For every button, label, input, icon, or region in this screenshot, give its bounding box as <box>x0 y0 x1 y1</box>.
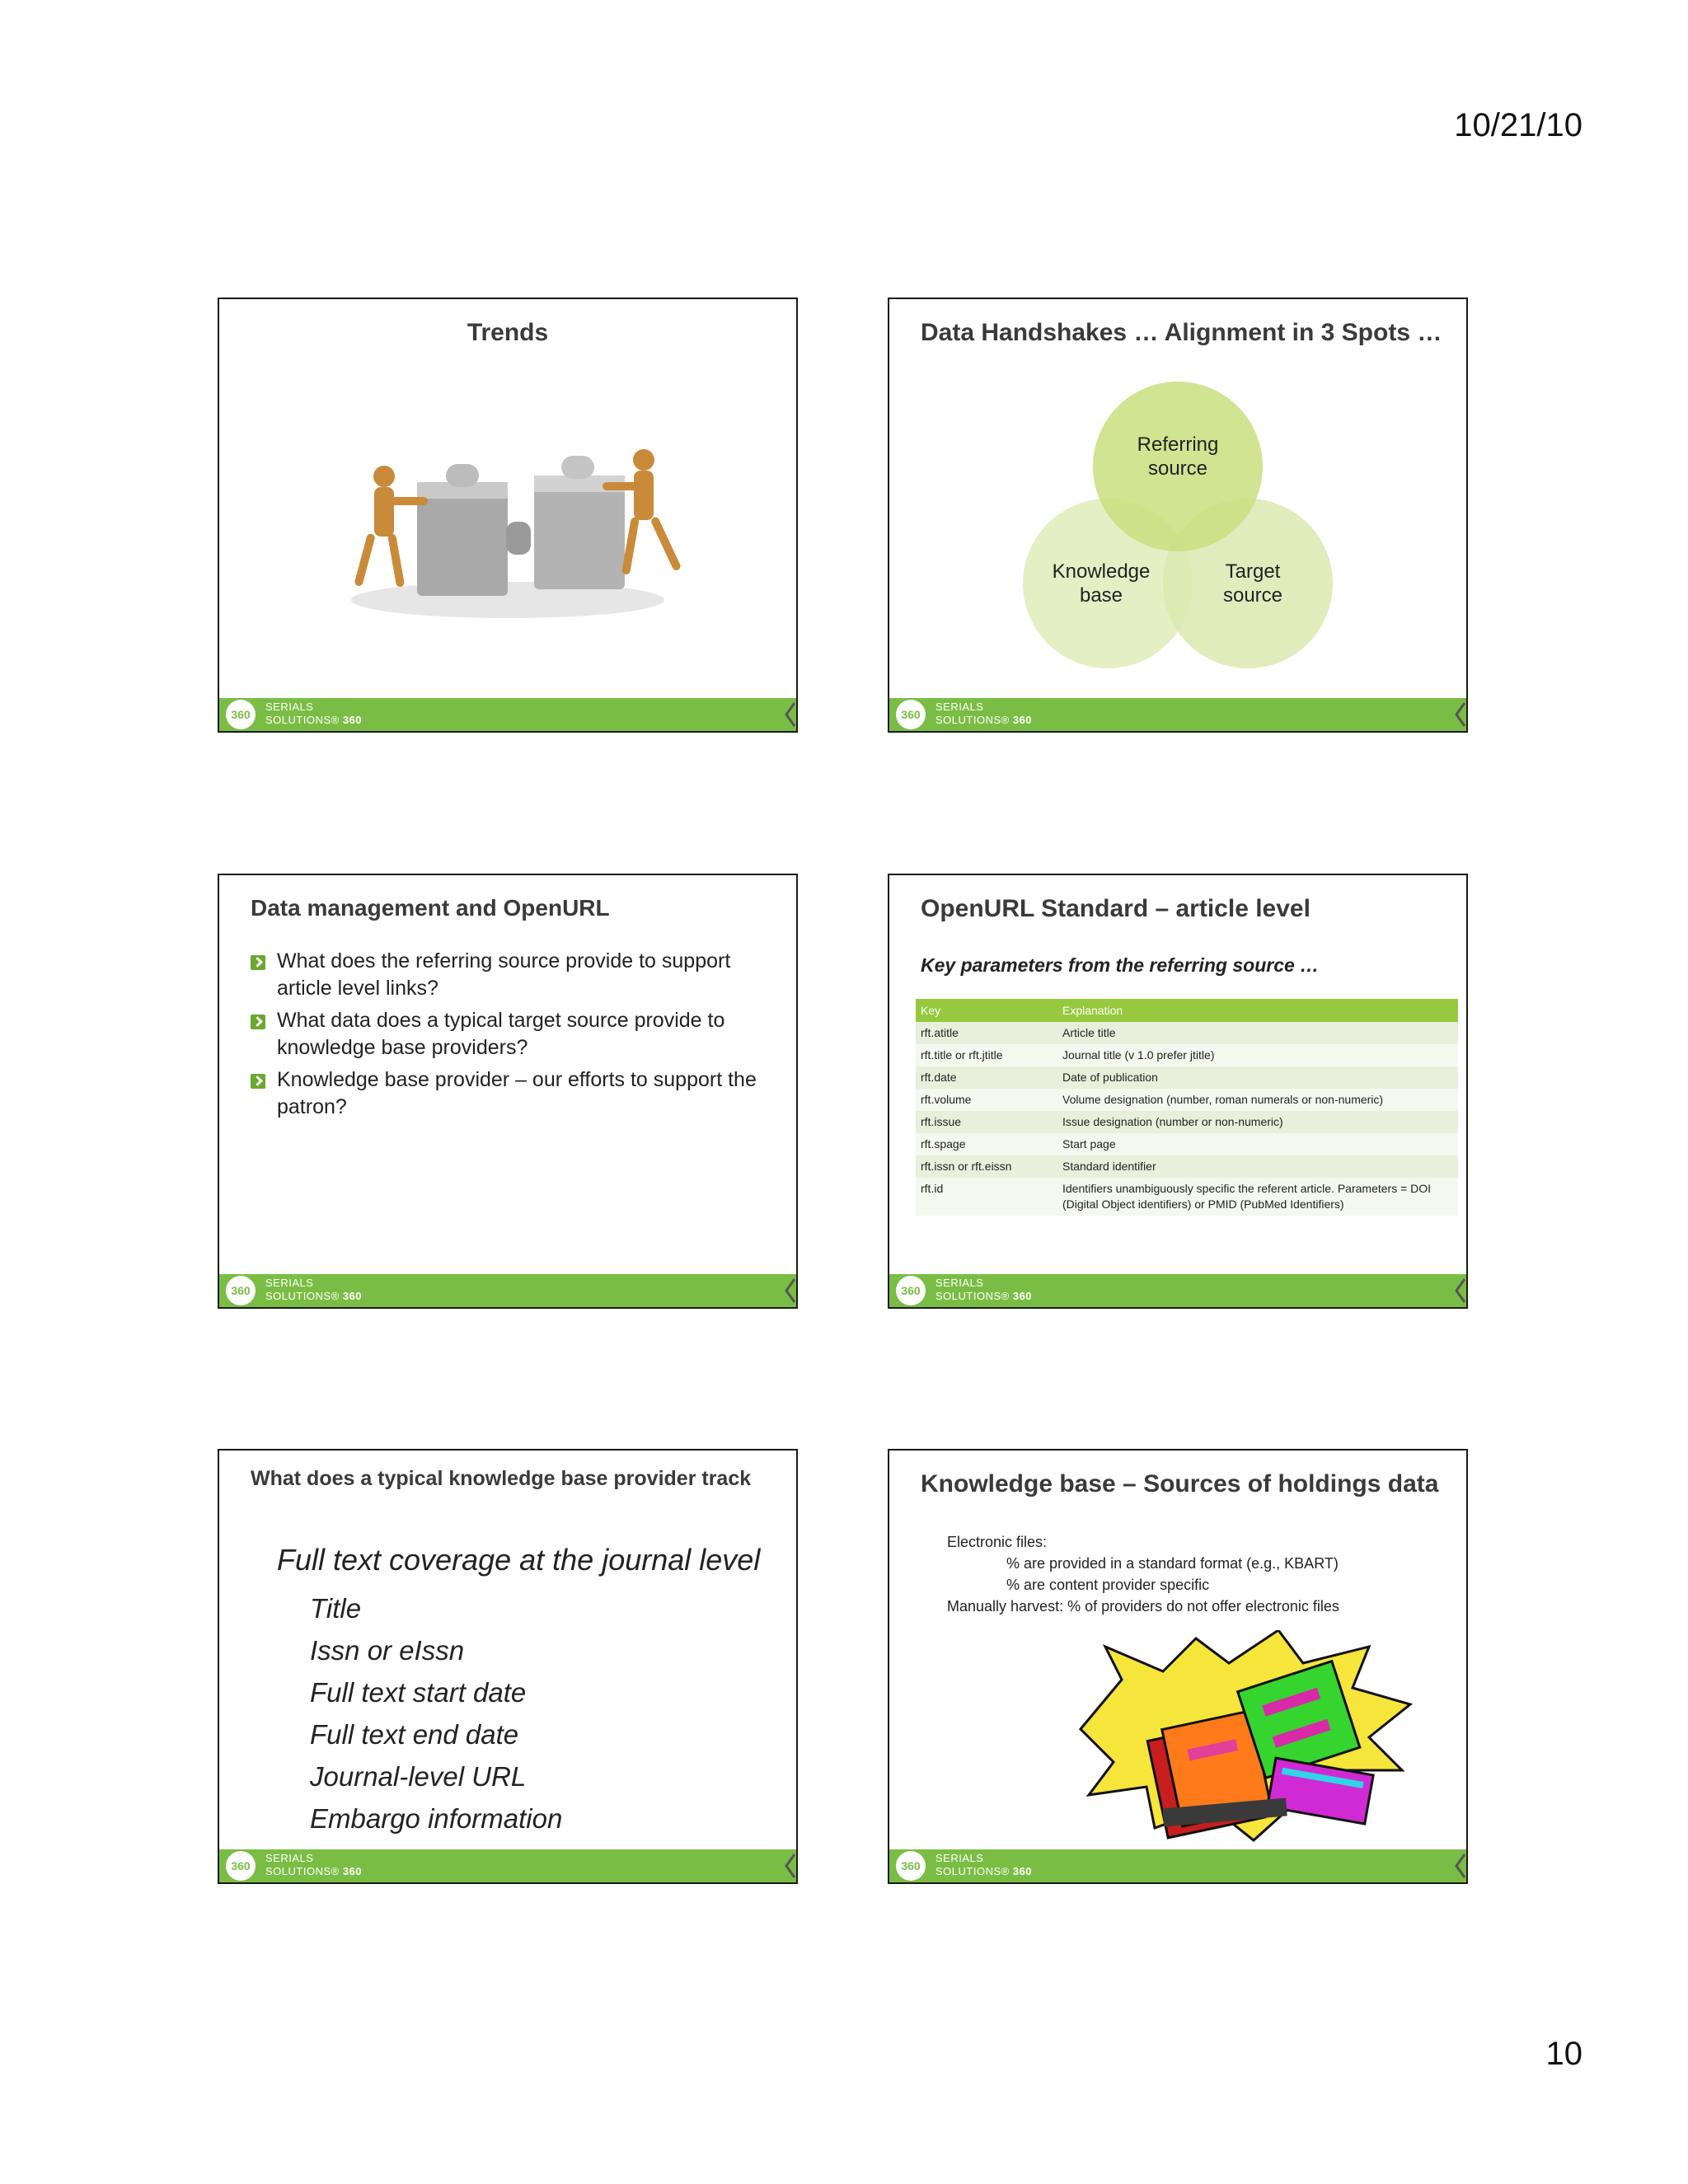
slide-title: OpenURL Standard – article level <box>921 895 1311 922</box>
bracket-icon <box>783 1277 796 1304</box>
slide-title: Knowledge base – Sources of holdings data <box>921 1470 1439 1497</box>
logo-360: 360 <box>896 1851 926 1881</box>
logo-360: 360 <box>226 1851 256 1881</box>
brand-name: SERIALS SOLUTIONS® 360 <box>265 1277 363 1302</box>
bracket-icon <box>1453 1853 1466 1879</box>
books-clipart-image <box>1072 1630 1418 1844</box>
logo-360: 360 <box>226 1276 256 1305</box>
brand-name: SERIALS SOLUTIONS® 360 <box>265 1852 363 1877</box>
slide-data-management <box>218 874 798 1309</box>
slide-footer <box>889 1274 1466 1307</box>
parameters-table <box>916 999 1458 1216</box>
bracket-icon <box>783 1853 796 1879</box>
bullet-item: What data does a typical target source provide to knowledge base providers? <box>251 1007 771 1062</box>
slide-holdings <box>888 1449 1468 1884</box>
table-row: rft.issue Issue designation (number or non-numeric) <box>916 1111 1458 1133</box>
arrow-bullet-icon <box>251 1074 265 1089</box>
slide-footer <box>889 698 1466 731</box>
column-header-explanation: Explanation <box>1057 999 1458 1022</box>
logo-360: 360 <box>896 1276 926 1305</box>
arrow-bullet-icon <box>251 955 265 970</box>
brand-name: SERIALS SOLUTIONS® 360 <box>935 701 1033 726</box>
bracket-icon <box>1453 1277 1466 1304</box>
slide-footer <box>219 1849 796 1882</box>
track-main-heading: Full text coverage at the journal level <box>277 1543 761 1577</box>
bracket-icon <box>783 701 796 728</box>
table-row: rft.date Date of publication <box>916 1066 1458 1089</box>
slide-footer <box>889 1849 1466 1882</box>
table-row: rft.volume Volume designation (number, roman numerals or non-numeric) <box>916 1089 1458 1111</box>
table-header-row <box>916 999 1458 1022</box>
slide-footer <box>219 698 796 731</box>
puzzle-figures-image <box>318 431 697 629</box>
list-item: Embargo information <box>310 1803 563 1834</box>
slide-footer <box>219 1274 796 1307</box>
slide-trends <box>218 298 798 733</box>
text-line: Manually harvest: % of providers do not offer electronic files <box>947 1598 1339 1615</box>
column-header-key: Key <box>916 999 1057 1022</box>
logo-360: 360 <box>226 700 256 729</box>
venn-label-referring: Referring source <box>1137 434 1219 480</box>
logo-360: 360 <box>896 700 926 729</box>
slide-title: Trends <box>467 319 549 346</box>
slide-track <box>218 1449 798 1884</box>
list-item: Issn or eIssn <box>310 1635 465 1666</box>
list-item: Journal-level URL <box>310 1761 527 1792</box>
table-row: rft.spage Start page <box>916 1133 1458 1155</box>
arrow-bullet-icon <box>251 1015 265 1029</box>
page-number: 10 <box>1545 2036 1582 2072</box>
slide-title: Data management and OpenURL <box>251 895 610 921</box>
venn-diagram <box>1021 382 1334 678</box>
page-date: 10/21/10 <box>1454 107 1582 143</box>
list-item: Full text start date <box>310 1677 527 1708</box>
list-item: Title <box>310 1593 362 1624</box>
bracket-icon <box>1453 701 1466 728</box>
bullet-list <box>251 948 771 1126</box>
list-item: Full text end date <box>310 1719 519 1750</box>
text-line: Electronic files: <box>947 1534 1048 1550</box>
holdings-text <box>947 1531 1339 1617</box>
brand-name: SERIALS SOLUTIONS® 360 <box>265 701 363 726</box>
venn-label-knowledge: Knowledge base <box>1052 560 1151 607</box>
table-row: rft.id Identifiers unambiguously specific the referent article. Parameters = DOI (Digital Object identifiers) or PMID (PubMed Identifiers) <box>916 1178 1458 1216</box>
venn-label-target: Target source <box>1222 560 1283 607</box>
brand-name: SERIALS SOLUTIONS® 360 <box>935 1277 1033 1302</box>
text-line: % are provided in a standard format (e.g., KBART) <box>1006 1555 1339 1572</box>
brand-name: SERIALS SOLUTIONS® 360 <box>935 1852 1033 1877</box>
table-row: rft.atitle Article title <box>916 1022 1458 1044</box>
slide-title: What does a typical knowledge base provider track <box>251 1467 752 1490</box>
bullet-item: Knowledge base provider – our efforts to support the patron? <box>251 1066 771 1121</box>
slide-handshakes <box>888 298 1468 733</box>
bullet-item: What does the referring source provide to support article level links? <box>251 948 771 1002</box>
table-row: rft.title or rft.jtitle Journal title (v 1.0 prefer jtitle) <box>916 1044 1458 1066</box>
slide-openurl <box>888 874 1468 1309</box>
slide-title: Data Handshakes … Alignment in 3 Spots … <box>921 319 1442 346</box>
text-line: % are content provider specific <box>1006 1577 1210 1593</box>
track-list <box>310 1587 562 1840</box>
table-row: rft.issn or rft.eissn Standard identifier <box>916 1155 1458 1178</box>
slide-subtitle: Key parameters from the referring source … <box>921 954 1320 976</box>
